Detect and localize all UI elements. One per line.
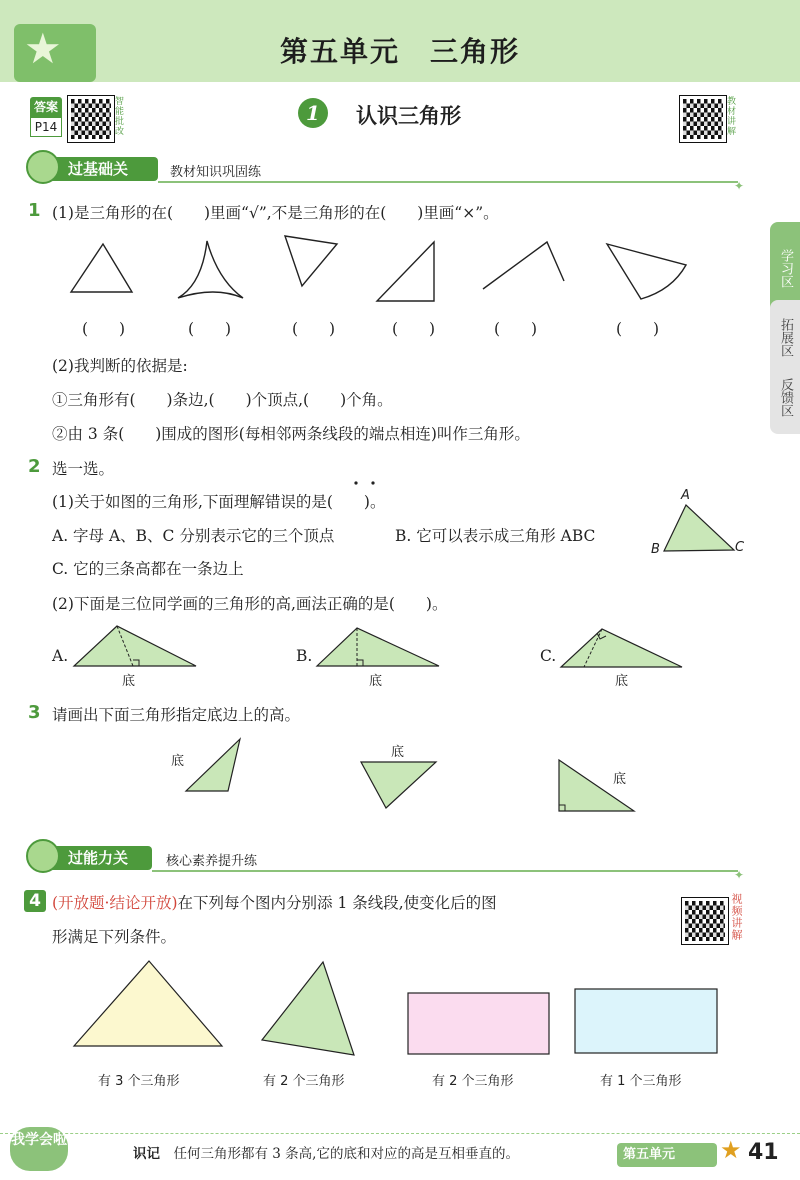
question-text: 选一选。 bbox=[52, 460, 115, 478]
tab-feedback[interactable]: 反馈区 bbox=[770, 360, 800, 434]
shape-curved-triangle bbox=[178, 241, 243, 298]
option-c: C. 它的三条高都在一条边上 bbox=[52, 560, 244, 578]
vertex-label: B bbox=[651, 542, 660, 557]
answer-page: P14 bbox=[30, 117, 62, 137]
question-text: ①三角形有( )条边,( )个顶点,( )个角。 bbox=[52, 391, 393, 409]
q3-triangle-3 bbox=[559, 760, 634, 811]
answer-blank[interactable]: ( ) bbox=[392, 320, 436, 338]
question-text: (1)关于如图的三角形,下面理解错误的是( )。 bbox=[52, 493, 386, 511]
question-text-part: 在下列每个图内分别添 1 条线段,使变化后的图 bbox=[177, 894, 497, 912]
choice-label: C. bbox=[540, 647, 557, 665]
q4-rectangle-1 bbox=[408, 993, 549, 1054]
base-label: 底 bbox=[171, 754, 185, 769]
footer-unit: 第五单元 bbox=[617, 1143, 717, 1167]
choice-a-figure bbox=[74, 626, 196, 666]
base-label: 底 bbox=[613, 772, 627, 787]
question-number: 1 bbox=[28, 200, 41, 221]
answer-blank[interactable]: ( ) bbox=[616, 320, 660, 338]
note-label: 识记 bbox=[133, 1146, 160, 1162]
emphasis-dot bbox=[371, 481, 374, 484]
emphasis-dot bbox=[354, 481, 357, 484]
answer-blank[interactable]: ( ) bbox=[82, 320, 126, 338]
vertex-label: C bbox=[735, 540, 745, 555]
answer-tag: 答案 bbox=[30, 97, 62, 117]
shape-triangle bbox=[285, 236, 337, 286]
question-number: 3 bbox=[28, 702, 41, 723]
section-bar-basic: 过基础关 bbox=[34, 157, 158, 181]
figure-caption: 有 2 个三角形 bbox=[263, 1074, 345, 1089]
open-question-tag: (开放题·结论开放) bbox=[52, 894, 178, 912]
choice-b-figure bbox=[317, 628, 439, 666]
qr-caption: 智能批改 bbox=[113, 96, 123, 136]
question-text: 形满足下列条件。 bbox=[52, 928, 177, 946]
base-label: 底 bbox=[391, 745, 405, 760]
base-label: 底 bbox=[369, 674, 383, 689]
tab-study[interactable]: 学习区 bbox=[770, 222, 800, 314]
star-icon: ✦ bbox=[734, 868, 745, 882]
q4-triangle-2 bbox=[262, 962, 354, 1055]
question-text: 请画出下面三角形指定底边上的高。 bbox=[52, 706, 301, 724]
section-title: 认识三角形 bbox=[356, 104, 461, 128]
qr-caption: 教材讲解 bbox=[725, 96, 735, 136]
option-b: B. 它可以表示成三角形 ABC bbox=[395, 527, 596, 545]
shape-right-triangle bbox=[377, 242, 434, 301]
qr-caption: 视频讲解 bbox=[730, 893, 743, 941]
page-title: 第五单元 三角形 bbox=[279, 35, 520, 68]
question-text: ②由 3 条( )围成的图形(每相邻两条线段的端点相连)叫作三角形。 bbox=[52, 425, 530, 443]
page-number: 41 bbox=[748, 1140, 779, 1165]
q3-triangle-1 bbox=[186, 739, 240, 791]
vertex-label: A bbox=[681, 488, 690, 503]
question-text: (2)下面是三位同学画的三角形的高,画法正确的是( )。 bbox=[52, 595, 448, 613]
star-icon: ★ bbox=[720, 1136, 742, 1164]
star-icon: ✦ bbox=[734, 179, 745, 193]
triangle-abc bbox=[664, 505, 734, 551]
option-a: A. 字母 A、B、C 分别表示它的三个顶点 bbox=[52, 527, 335, 545]
question-text: (1)是三角形的在( )里画“√”,不是三角形的在( )里画“×”。 bbox=[52, 204, 499, 222]
q3-triangle-2 bbox=[361, 762, 436, 808]
footer-note bbox=[133, 1142, 519, 1162]
q4-triangle-1 bbox=[74, 961, 222, 1046]
shape-sector bbox=[607, 244, 686, 299]
answer-blank[interactable]: ( ) bbox=[188, 320, 232, 338]
question-number: 4 bbox=[24, 890, 46, 912]
figure-caption: 有 2 个三角形 bbox=[432, 1074, 514, 1089]
answer-blank[interactable]: ( ) bbox=[292, 320, 336, 338]
star-icon: ★ bbox=[24, 24, 62, 73]
q4-rectangle-2 bbox=[575, 989, 717, 1053]
base-label: 底 bbox=[122, 674, 136, 689]
section-bar-ability: 过能力关 bbox=[34, 846, 152, 870]
question-number: 2 bbox=[28, 456, 41, 477]
shape-triangle bbox=[71, 244, 132, 292]
section-bar-subtitle: 教材知识巩固练 bbox=[170, 165, 262, 180]
answer-blank[interactable]: ( ) bbox=[494, 320, 538, 338]
figure-caption: 有 1 个三角形 bbox=[600, 1074, 682, 1089]
base-label: 底 bbox=[615, 674, 629, 689]
choice-label: B. bbox=[296, 647, 313, 665]
section-number: 1 bbox=[298, 98, 328, 128]
footer-badge: 我学会啦 bbox=[10, 1127, 68, 1171]
section-bar-subtitle: 核心素养提升练 bbox=[166, 854, 258, 869]
question-text: (2)我判断的依据是: bbox=[52, 357, 188, 375]
footer-divider bbox=[0, 1133, 800, 1134]
tab-extend[interactable]: 拓展区 bbox=[770, 300, 800, 374]
choice-c-figure bbox=[561, 629, 682, 667]
shape-open-figure bbox=[483, 242, 564, 289]
note-text: 任何三角形都有 3 条高,它的底和对应的高是互相垂直的。 bbox=[173, 1146, 519, 1162]
choice-label: A. bbox=[52, 647, 69, 665]
figure-caption: 有 3 个三角形 bbox=[98, 1074, 180, 1089]
